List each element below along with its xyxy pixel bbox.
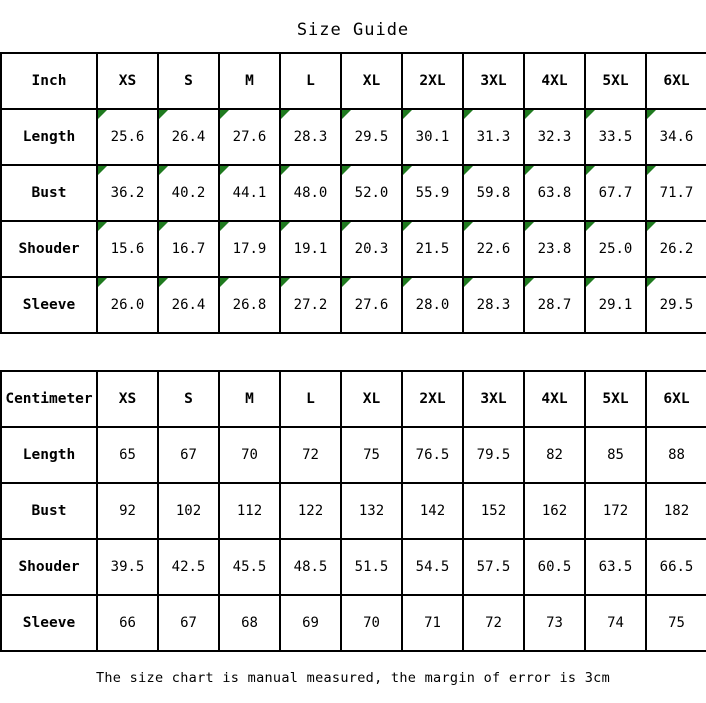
unit-label-inch: Inch — [1, 53, 97, 109]
table-row — [1, 427, 706, 483]
cell-bust-xl: 52.0 — [341, 165, 402, 221]
cell-length-l: 72 — [280, 427, 341, 483]
size-header-xs: XS — [97, 371, 158, 427]
cell-shouder-s: 16.7 — [158, 221, 219, 277]
cell-sleeve-xs: 26.0 — [97, 277, 158, 333]
cell-length-2xl: 76.5 — [402, 427, 463, 483]
cell-sleeve-3xl: 72 — [463, 595, 524, 651]
size-header-2xl: 2XL — [402, 371, 463, 427]
table-header-row — [1, 371, 706, 427]
table-row — [1, 483, 706, 539]
cell-shouder-l: 19.1 — [280, 221, 341, 277]
size-header-2xl: 2XL — [402, 53, 463, 109]
size-header-s: S — [158, 371, 219, 427]
cell-length-s: 67 — [158, 427, 219, 483]
size-header-4xl: 4XL — [524, 371, 585, 427]
cell-sleeve-4xl: 28.7 — [524, 277, 585, 333]
table-row — [1, 109, 706, 165]
measurement-disclaimer: The size chart is manual measured, the margin of error is 3cm — [95, 670, 611, 686]
cell-length-2xl: 30.1 — [402, 109, 463, 165]
cell-bust-xs: 92 — [97, 483, 158, 539]
measure-label-sleeve: Sleeve — [1, 277, 97, 333]
cell-shouder-xs: 39.5 — [97, 539, 158, 595]
cell-length-4xl: 32.3 — [524, 109, 585, 165]
cell-length-m: 27.6 — [219, 109, 280, 165]
cell-bust-s: 40.2 — [158, 165, 219, 221]
size-header-3xl: 3XL — [463, 53, 524, 109]
cell-sleeve-l: 27.2 — [280, 277, 341, 333]
cell-shouder-xs: 15.6 — [97, 221, 158, 277]
cell-bust-6xl: 71.7 — [646, 165, 706, 221]
size-header-xl: XL — [341, 371, 402, 427]
size-header-5xl: 5XL — [585, 371, 646, 427]
cell-bust-l: 122 — [280, 483, 341, 539]
size-table-centimeter — [0, 370, 706, 652]
cell-sleeve-xl: 27.6 — [341, 277, 402, 333]
cell-length-5xl: 33.5 — [585, 109, 646, 165]
table-header-row — [1, 53, 706, 109]
cell-sleeve-l: 69 — [280, 595, 341, 651]
table-row — [1, 221, 706, 277]
cell-bust-m: 44.1 — [219, 165, 280, 221]
measure-label-shouder: Shouder — [1, 221, 97, 277]
cell-shouder-4xl: 60.5 — [524, 539, 585, 595]
table-row — [1, 277, 706, 333]
size-header-4xl: 4XL — [524, 53, 585, 109]
cell-length-s: 26.4 — [158, 109, 219, 165]
cell-bust-3xl: 59.8 — [463, 165, 524, 221]
cell-length-xl: 75 — [341, 427, 402, 483]
cell-shouder-6xl: 26.2 — [646, 221, 706, 277]
cell-length-xl: 29.5 — [341, 109, 402, 165]
cell-shouder-m: 45.5 — [219, 539, 280, 595]
size-header-3xl: 3XL — [463, 371, 524, 427]
cell-sleeve-m: 68 — [219, 595, 280, 651]
cell-bust-xl: 132 — [341, 483, 402, 539]
cell-bust-4xl: 162 — [524, 483, 585, 539]
cell-sleeve-2xl: 28.0 — [402, 277, 463, 333]
cell-length-3xl: 31.3 — [463, 109, 524, 165]
cell-shouder-6xl: 66.5 — [646, 539, 706, 595]
size-header-xl: XL — [341, 53, 402, 109]
measure-label-length: Length — [1, 427, 97, 483]
page-title: Size Guide — [296, 20, 410, 40]
cell-sleeve-xl: 70 — [341, 595, 402, 651]
cell-length-m: 70 — [219, 427, 280, 483]
cell-shouder-m: 17.9 — [219, 221, 280, 277]
cell-bust-5xl: 67.7 — [585, 165, 646, 221]
cell-length-3xl: 79.5 — [463, 427, 524, 483]
cell-length-5xl: 85 — [585, 427, 646, 483]
table-row — [1, 595, 706, 651]
cell-shouder-2xl: 54.5 — [402, 539, 463, 595]
cell-shouder-2xl: 21.5 — [402, 221, 463, 277]
cell-length-4xl: 82 — [524, 427, 585, 483]
size-header-5xl: 5XL — [585, 53, 646, 109]
size-header-l: L — [280, 371, 341, 427]
cell-shouder-5xl: 25.0 — [585, 221, 646, 277]
cell-shouder-4xl: 23.8 — [524, 221, 585, 277]
cell-shouder-5xl: 63.5 — [585, 539, 646, 595]
cell-sleeve-3xl: 28.3 — [463, 277, 524, 333]
cell-bust-xs: 36.2 — [97, 165, 158, 221]
cell-sleeve-6xl: 29.5 — [646, 277, 706, 333]
measure-label-length: Length — [1, 109, 97, 165]
cell-bust-l: 48.0 — [280, 165, 341, 221]
size-header-xs: XS — [97, 53, 158, 109]
cell-bust-2xl: 55.9 — [402, 165, 463, 221]
size-header-l: L — [280, 53, 341, 109]
size-header-m: M — [219, 53, 280, 109]
size-header-6xl: 6XL — [646, 53, 706, 109]
cell-bust-2xl: 142 — [402, 483, 463, 539]
cell-sleeve-s: 26.4 — [158, 277, 219, 333]
cell-sleeve-5xl: 29.1 — [585, 277, 646, 333]
measure-label-sleeve: Sleeve — [1, 595, 97, 651]
table-row — [1, 165, 706, 221]
cell-sleeve-m: 26.8 — [219, 277, 280, 333]
cell-sleeve-4xl: 73 — [524, 595, 585, 651]
measure-label-bust: Bust — [1, 483, 97, 539]
cell-length-l: 28.3 — [280, 109, 341, 165]
cell-length-xs: 65 — [97, 427, 158, 483]
cell-shouder-xl: 51.5 — [341, 539, 402, 595]
cell-bust-3xl: 152 — [463, 483, 524, 539]
size-table-inch — [0, 52, 706, 334]
cell-bust-4xl: 63.8 — [524, 165, 585, 221]
cell-sleeve-6xl: 75 — [646, 595, 706, 651]
cell-shouder-3xl: 57.5 — [463, 539, 524, 595]
cell-length-6xl: 34.6 — [646, 109, 706, 165]
cell-shouder-3xl: 22.6 — [463, 221, 524, 277]
cell-bust-5xl: 172 — [585, 483, 646, 539]
measure-label-shouder: Shouder — [1, 539, 97, 595]
cell-length-6xl: 88 — [646, 427, 706, 483]
table-row — [1, 539, 706, 595]
cell-shouder-s: 42.5 — [158, 539, 219, 595]
cell-shouder-xl: 20.3 — [341, 221, 402, 277]
cell-bust-m: 112 — [219, 483, 280, 539]
cell-shouder-l: 48.5 — [280, 539, 341, 595]
size-header-6xl: 6XL — [646, 371, 706, 427]
cell-sleeve-s: 67 — [158, 595, 219, 651]
cell-sleeve-5xl: 74 — [585, 595, 646, 651]
cell-bust-s: 102 — [158, 483, 219, 539]
table-separator — [0, 334, 706, 370]
size-header-m: M — [219, 371, 280, 427]
size-header-s: S — [158, 53, 219, 109]
cell-sleeve-xs: 66 — [97, 595, 158, 651]
cell-bust-6xl: 182 — [646, 483, 706, 539]
cell-sleeve-2xl: 71 — [402, 595, 463, 651]
cell-length-xs: 25.6 — [97, 109, 158, 165]
measure-label-bust: Bust — [1, 165, 97, 221]
unit-label-centimeter: Centimeter — [1, 371, 97, 427]
